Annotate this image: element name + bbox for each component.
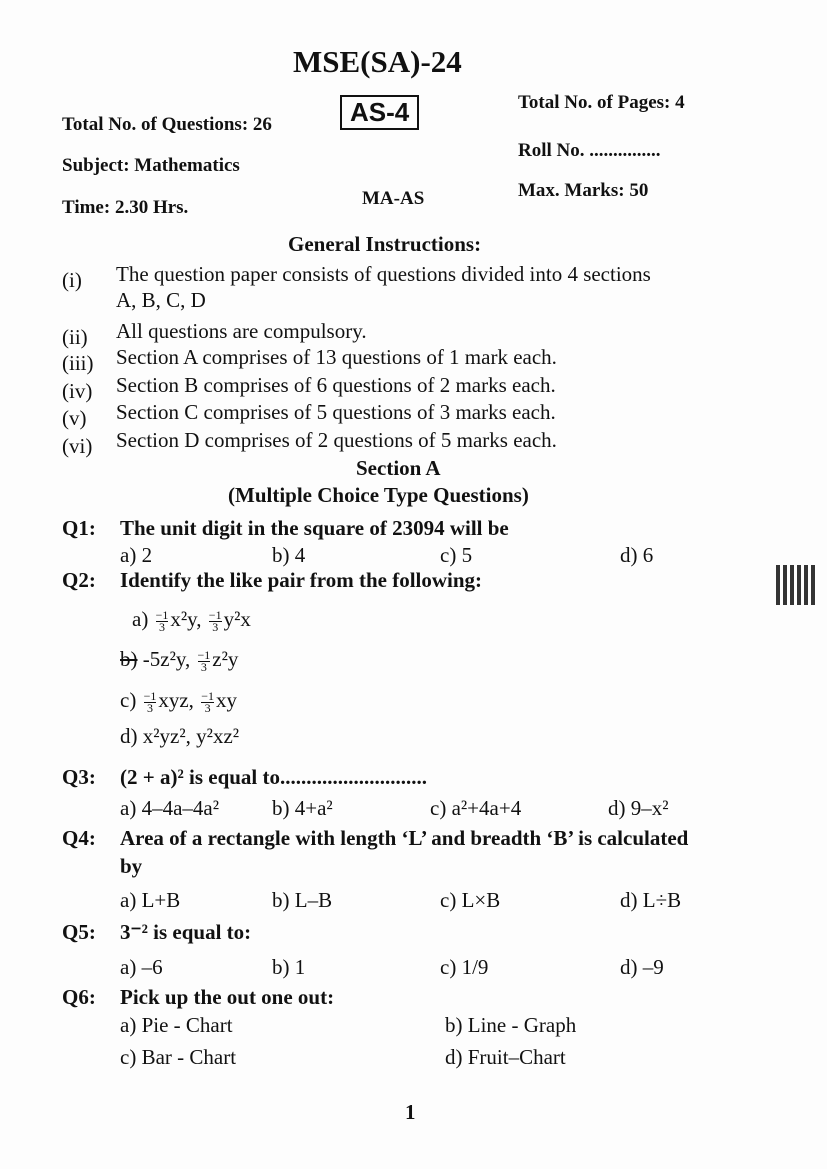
option-b: b) L–B [272, 888, 333, 912]
option-d: d) Fruit–Chart [445, 1045, 566, 1069]
q2-option-c-expr: c) $\frac{-1}{3}$ xyz, $\frac{-1}{3}$ xy [120, 688, 237, 715]
question-number: Q6: [62, 985, 96, 1009]
question-text: Identify the like pair from the following: [120, 568, 483, 592]
section-subtitle: (Multiple Choice Type Questions) [228, 483, 529, 507]
option-b: b) Line - Graph [445, 1013, 577, 1037]
option-b: b) 4 [272, 543, 306, 567]
instruction-number: (ii) [62, 325, 88, 349]
option-c: c) a²+4a+4 [430, 796, 522, 820]
time: Time: 2.30 Hrs. [62, 197, 189, 218]
paper-code-box: AS-4 [340, 95, 419, 130]
q2-option-a-expr: a) $\frac{-1}{3}$ x²y, $\frac{-1}{3}$ y²x [132, 607, 251, 634]
instruction-number: (vi) [62, 434, 93, 458]
option-d: d) L÷B [620, 888, 682, 912]
option-d: d) 9–x² [608, 796, 669, 820]
instruction-number: (iii) [62, 351, 94, 375]
question-text: Pick up the out one out: [120, 985, 335, 1009]
option-c: c) L×B [440, 888, 501, 912]
paper-title: MSE(SA)-24 [293, 44, 462, 79]
instruction-number: (i) [62, 268, 82, 292]
option-c: c) 1/9 [440, 955, 489, 979]
option-a: a) L+B [120, 888, 181, 912]
option-a: a) 4–4a–4a² [120, 796, 220, 820]
roll-no: Roll No. ............... [518, 140, 661, 161]
option-d: d) –9 [620, 955, 664, 979]
q2-option-b-expr: b) -5z²y, $\frac{-1}{3}$ z²y [120, 647, 239, 674]
option-b: b) 1 [272, 955, 306, 979]
total-questions: Total No. of Questions: 26 [62, 114, 272, 135]
instruction-text: Section C comprises of 5 questions of 3 marks each. [116, 400, 556, 424]
question-text: (2 + a)² is equal to............................ [120, 765, 428, 789]
option-a: a) 2 [120, 543, 153, 567]
section-title: Section A [356, 456, 441, 480]
question-number: Q2: [62, 568, 96, 592]
instruction-text: Section B comprises of 6 questions of 2 marks each. [116, 373, 556, 397]
subject: Subject: Mathematics [62, 155, 240, 176]
option-a: a) –6 [120, 955, 163, 979]
option-c: c) Bar - Chart [120, 1045, 237, 1069]
question-number: Q4: [62, 826, 96, 850]
question-text: The unit digit in the square of 23094 will be [120, 516, 509, 540]
question-text-cont: by [120, 854, 143, 878]
question-number: Q1: [62, 516, 96, 540]
question-text: 3⁻² is equal to: [120, 920, 252, 944]
instruction-text-cont: A, B, C, D [116, 288, 206, 312]
instruction-number: (iv) [62, 379, 93, 403]
max-marks: Max. Marks: 50 [518, 180, 649, 201]
instruction-text: Section A comprises of 13 questions of 1 mark each. [116, 345, 557, 369]
option-d: d) 6 [620, 543, 654, 567]
option-a: a) Pie - Chart [120, 1013, 233, 1037]
instructions-heading: General Instructions: [288, 232, 482, 256]
option-b: b) 4+a² [272, 796, 333, 820]
instruction-text: All questions are compulsory. [116, 319, 367, 343]
page-number: 1 [405, 1100, 416, 1124]
q2-option-d-expr: d) x²yz², y²xz² [120, 724, 240, 748]
qr-code [776, 565, 816, 605]
question-number: Q3: [62, 765, 96, 789]
option-c: c) 5 [440, 543, 473, 567]
instruction-number: (v) [62, 406, 87, 430]
instruction-text: Section D comprises of 2 questions of 5 marks each. [116, 428, 557, 452]
question-text: Area of a rectangle with length ‘L’ and breadth ‘B’ is calculated [120, 826, 689, 850]
instruction-text: The question paper consists of questions divided into 4 sections [116, 262, 651, 286]
paper-code: MA-AS [362, 188, 425, 209]
question-number: Q5: [62, 920, 96, 944]
total-pages: Total No. of Pages: 4 [518, 92, 685, 113]
